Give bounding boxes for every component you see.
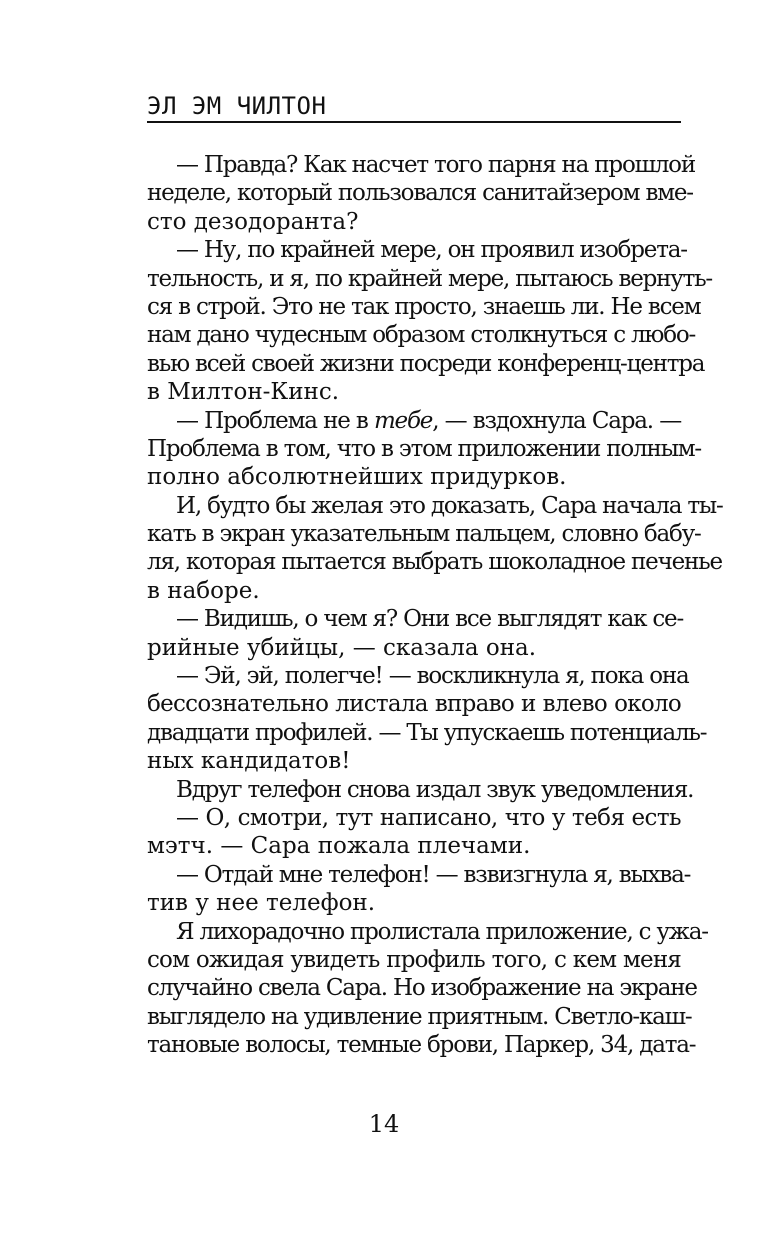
header-rule xyxy=(147,121,681,123)
text-line: — О, смотри, тут написано, что у тебя есть xyxy=(176,804,681,831)
text-line: сом ожидая увидеть профиль того, с кем меня xyxy=(147,946,681,973)
text-line: ся в строй. Это не так просто, знаешь ли. Не всем xyxy=(147,293,701,320)
text-line: ля, которая пытается выбрать шоколадное печенье xyxy=(147,549,722,576)
text-line: — Ну, по крайней мере, он проявил изобрета- xyxy=(176,237,687,264)
text-line: тельность, и я, по крайней мере, пытаюсь вернуть- xyxy=(147,265,713,292)
text-line: в наборе. xyxy=(147,577,260,604)
text-line: Вдруг телефон снова издал звук уведомления. xyxy=(176,776,694,803)
text-line: двадцати профилей. — Ты упускаешь потенциаль- xyxy=(147,719,707,746)
body-text xyxy=(147,151,723,1060)
text-line: тив у нее телефон. xyxy=(147,890,376,917)
text-fragment: , — вздохнула Сара. — xyxy=(432,407,681,434)
text-line: кать в экран указательным пальцем, словно бабу- xyxy=(147,521,701,548)
text-line: неделе, который пользовался санитайзером вме- xyxy=(147,180,693,207)
text-line: — Правда? Как насчет того парня на прошлой xyxy=(176,152,695,178)
text-line: Проблема в том, что в этом приложении полным- xyxy=(147,435,701,462)
page-number: 14 xyxy=(368,1110,400,1138)
text-line: случайно свела Сара. Но изображение на экране xyxy=(147,975,697,1002)
text-line: ных кандидатов! xyxy=(147,748,351,775)
running-head: ЭЛ ЭМ ЧИЛТОН xyxy=(147,92,327,120)
text-fragment: — Проблема не в xyxy=(176,407,374,434)
text-line: сто дезодоранта? xyxy=(147,208,359,235)
text-line: нам дано чудесным образом столкнуться с любо- xyxy=(147,322,696,349)
text-line: тановые волосы, темные брови, Паркер, 34, дата- xyxy=(147,1032,696,1059)
text-line xyxy=(147,407,681,435)
text-line: — Отдай мне телефон! — взвизгнула я, выхва- xyxy=(176,861,691,888)
text-line: выглядело на удивление приятным. Светло-каш- xyxy=(147,1003,692,1030)
text-line: рийные убийцы, — сказала она. xyxy=(147,634,537,661)
text-line: мэтч. — Сара пожала плечами. xyxy=(147,833,531,860)
text-line: бессознательно листала вправо и влево около xyxy=(147,691,681,718)
text-line: в Милтон-Кинс. xyxy=(147,379,340,406)
text-line: — Эй, эй, полегче! — воскликнула я, пока она xyxy=(176,663,689,690)
text-line: Я лихорадочно пролистала приложение, с ужа- xyxy=(176,918,708,945)
text-line: — Видишь, о чем я? Они все выглядят как се- xyxy=(176,606,684,633)
text-line: И, будто бы желая это доказать, Сара начала ты- xyxy=(176,492,723,519)
text-line: полно абсолютнейших придурков. xyxy=(147,464,567,491)
text-line: вью всей своей жизни посреди конференц-центра xyxy=(147,350,705,377)
italic-emphasis: тебе xyxy=(373,407,433,434)
